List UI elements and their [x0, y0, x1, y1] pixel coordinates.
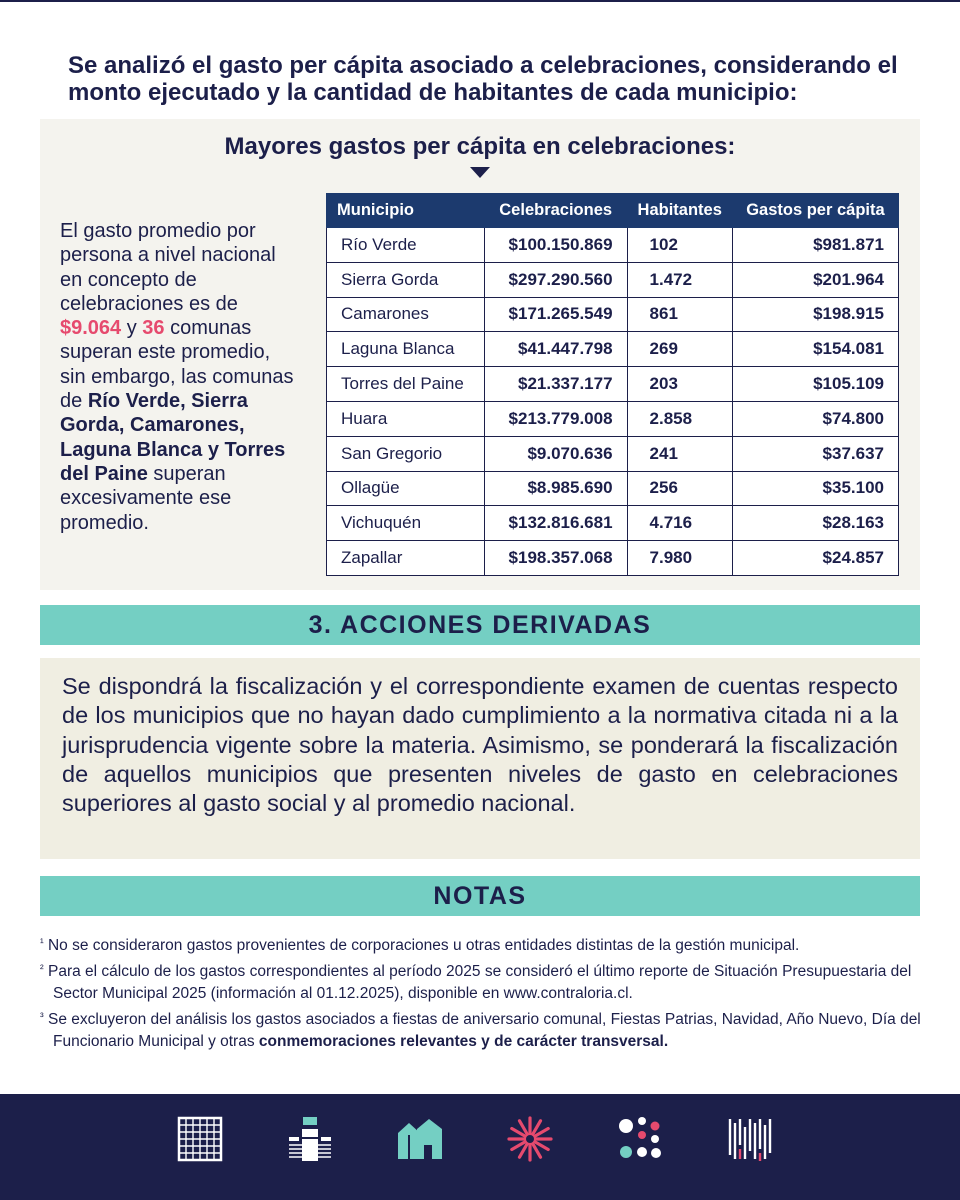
cell-celebraciones: $8.985.690	[484, 471, 627, 506]
note-3-bold: conmemoraciones relevantes y de carácter transversal.	[258, 1033, 669, 1050]
cell-celebraciones: $41.447.798	[484, 332, 627, 367]
cell-celebraciones: $21.337.177	[484, 367, 627, 402]
cell-gastos-per-capita: $28.163	[732, 506, 898, 541]
cell-gastos-per-capita: $74.800	[732, 401, 898, 436]
cell-celebraciones: $100.150.869	[484, 228, 627, 263]
cell-habitantes: 1.472	[627, 262, 732, 297]
side-text-part: y	[121, 317, 143, 340]
cell-habitantes: 102	[627, 228, 732, 263]
note-2	[40, 958, 930, 1006]
actions-text: Se dispondrá la fiscalización y el correspondiente examen de cuentas respecto de los municipios que no hayan dado cumplimiento a la normativa citada ni a la jurisprudencia vigente sobre la materia. Asimismo, se ponderará la fiscalización de aquellos municipios que presenten niveles de gasto en celebraciones superiores al gasto social y al promedio nacional.	[62, 673, 898, 817]
cell-gastos-per-capita: $37.637	[732, 436, 898, 471]
national-average: $9.064	[60, 317, 122, 340]
cell-municipio: Huara	[327, 401, 485, 436]
cell-municipio: Laguna Blanca	[327, 332, 485, 367]
panel-title: Mayores gastos per cápita en celebraciones:	[224, 133, 736, 160]
cell-celebraciones: $297.290.560	[484, 262, 627, 297]
footer	[0, 1094, 960, 1200]
cell-habitantes: 4.716	[627, 506, 732, 541]
table-body	[327, 228, 899, 576]
cell-municipio: Ollagüe	[327, 471, 485, 506]
cell-gastos-per-capita: $201.964	[732, 262, 898, 297]
note-2-mark: ²	[40, 962, 44, 975]
side-text-part: El gasto promedio por persona a nivel nacional en concepto de celebraciones es de	[60, 220, 276, 315]
houses-icon	[395, 1115, 445, 1163]
table-row	[327, 401, 899, 436]
cell-habitantes: 269	[627, 332, 732, 367]
cell-municipio: Zapallar	[327, 541, 485, 576]
table-row	[327, 541, 899, 576]
cell-habitantes: 256	[627, 471, 732, 506]
arrow-down-icon	[470, 167, 490, 178]
cell-gastos-per-capita: $105.109	[732, 367, 898, 402]
building-columns-icon	[285, 1115, 335, 1163]
cell-municipio: San Gregorio	[327, 436, 485, 471]
barcode-icon	[725, 1115, 775, 1163]
cell-municipio: Vichuquén	[327, 506, 485, 541]
cell-municipio: Río Verde	[327, 228, 485, 263]
footer-icons	[175, 1114, 775, 1164]
sunburst-icon	[505, 1115, 555, 1163]
cell-municipio: Camarones	[327, 297, 485, 332]
notes-heading: NOTAS	[40, 876, 920, 916]
cell-habitantes: 7.980	[627, 541, 732, 576]
note-2-text: Para el cálculo de los gastos correspondientes al período 2025 se consideró el último reporte de Situación Presupuestaria del Sector Municipal 2025 (información al 01.12.2025), disponible en www.contraloria.cl.	[47, 962, 912, 1002]
table-header-row	[327, 194, 899, 228]
cell-celebraciones: $9.070.636	[484, 436, 627, 471]
note-3-mark: ³	[40, 1010, 44, 1023]
table-row	[327, 471, 899, 506]
table-row	[327, 506, 899, 541]
intro-text: Se analizó el gasto per cápita asociado a celebraciones, considerando el monto ejecutado y la cantidad de habitantes de cada municipio:	[68, 52, 898, 106]
actions-box	[40, 658, 920, 859]
note-3-text: Se excluyeron del análisis los gastos asociados a fiestas de aniversario comunal, Fiestas Patrias, Navidad, Año Nuevo, Día del Funcionario Municipal y otras	[47, 1010, 921, 1050]
cell-celebraciones: $132.816.681	[484, 506, 627, 541]
cell-gastos-per-capita: $35.100	[732, 471, 898, 506]
cell-gastos-per-capita: $198.915	[732, 297, 898, 332]
side-text-part: comunas superan este promedio, sin embargo, las comunas de	[60, 317, 294, 413]
cell-habitantes: 241	[627, 436, 732, 471]
cell-habitantes: 203	[627, 367, 732, 402]
table-row	[327, 367, 899, 402]
cell-habitantes: 861	[627, 297, 732, 332]
note-1	[40, 932, 930, 958]
note-3	[40, 1006, 930, 1054]
per-capita-table	[326, 193, 899, 576]
side-text-part: superan excesivamente ese promedio.	[60, 462, 232, 534]
cell-celebraciones: $213.779.008	[484, 401, 627, 436]
header-habitantes: Habitantes	[627, 194, 732, 228]
actions-heading: 3. ACCIONES DERIVADAS	[40, 605, 920, 645]
cell-celebraciones: $171.265.549	[484, 297, 627, 332]
header-municipio: Municipio	[327, 194, 485, 228]
cell-municipio: Sierra Gorda	[327, 262, 485, 297]
summary-panel	[40, 119, 920, 590]
table-row	[327, 436, 899, 471]
commune-names: Río Verde, Sierra Gorda, Camarones, Laguna Blanca y Torres del Paine	[60, 390, 286, 485]
grid-icon	[175, 1115, 225, 1163]
cell-gastos-per-capita: $981.871	[732, 228, 898, 263]
cell-municipio: Torres del Paine	[327, 367, 485, 402]
dots-icon	[615, 1115, 665, 1163]
table-row	[327, 228, 899, 263]
table-row	[327, 262, 899, 297]
table-row	[327, 297, 899, 332]
note-1-mark: ¹	[40, 937, 44, 949]
cell-gastos-per-capita: $24.857	[732, 541, 898, 576]
table-row	[327, 332, 899, 367]
notes-list	[40, 932, 930, 1054]
communes-count: 36	[142, 317, 165, 340]
header-celebraciones: Celebraciones	[484, 194, 627, 228]
top-rule	[0, 0, 960, 2]
note-1-text: No se consideraron gastos provenientes de corporaciones u otras entidades distintas de la gestión municipal.	[47, 937, 800, 954]
cell-gastos-per-capita: $154.081	[732, 332, 898, 367]
cell-habitantes: 2.858	[627, 401, 732, 436]
cell-celebraciones: $198.357.068	[484, 541, 627, 576]
header-gastos-per-capita: Gastos per cápita	[732, 194, 898, 228]
side-text	[60, 219, 300, 535]
